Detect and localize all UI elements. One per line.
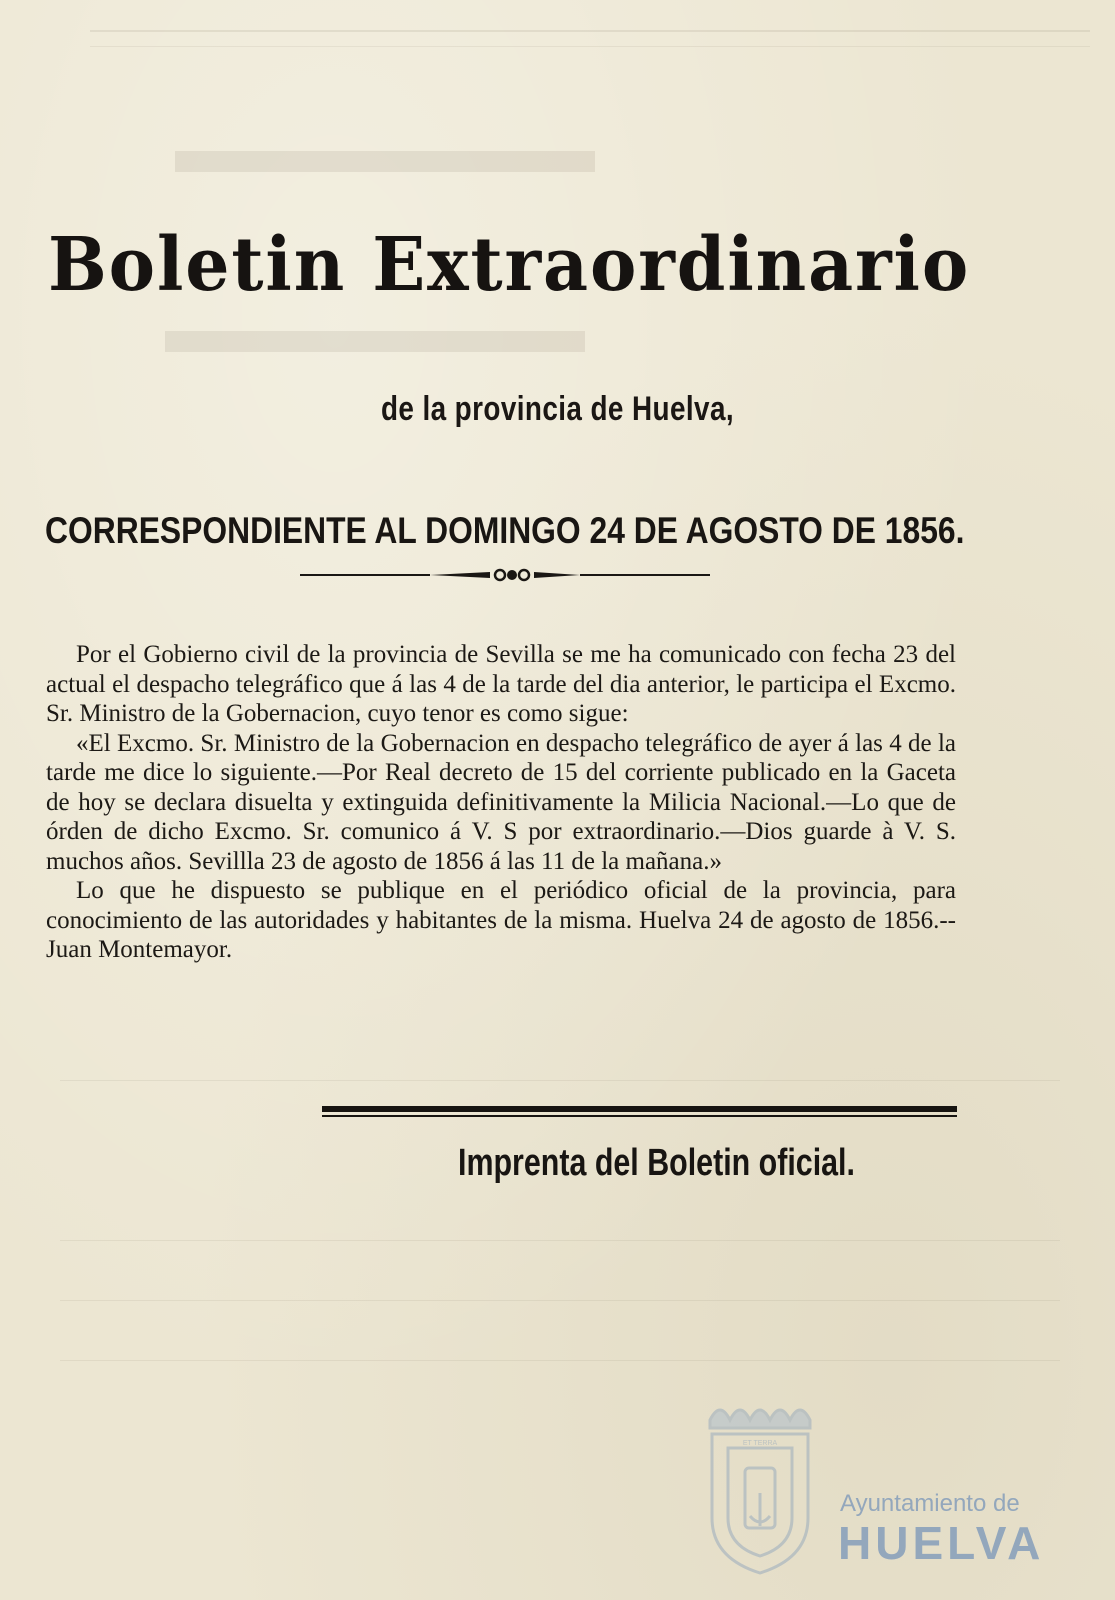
show-through-text: ▬▬▬▬▬▬	[175, 111, 595, 188]
watermark-line2: HUELVA	[838, 1517, 1045, 1569]
show-through-text: ▬▬▬▬▬▬	[165, 291, 585, 368]
show-through-line	[60, 1240, 1060, 1241]
show-through-rule	[90, 30, 1090, 47]
show-through-line	[60, 1360, 1060, 1361]
show-through-line	[60, 1300, 1060, 1301]
closing-rule	[322, 1106, 957, 1117]
masthead-title: Boletin Extraordinario	[48, 222, 971, 308]
show-through-line	[60, 1080, 1060, 1081]
ornamental-divider-icon	[300, 564, 710, 586]
rule-thick	[322, 1106, 957, 1112]
paragraph-quoted-telegram: «El Excmo. Sr. Ministro de la Gobernacion en despacho telegráfico de ayer á las 4 de la tarde me dice lo siguiente.—Por Real decreto de 15 del corriente publicado en la Gaceta de hoy se declara disuelta y extinguida definitivamente la Milicia Nacional.—Lo que de órden de dicho Excmo. Sr. comunico á V. S por extraordinario.—Dios guarde à V. S. muchos años. Sevillla 23 de agosto de 1856 á las 11 de la mañana.»	[46, 729, 956, 875]
crest-text: ET TERRA	[742, 1440, 778, 1447]
printer-imprint: Imprenta del Boletin oficial.	[458, 1142, 855, 1184]
issue-date-line: CORRESPONDIENTE AL DOMINGO 24 DE AGOSTO DE 1856.	[45, 510, 965, 551]
paragraph-conclusion: Lo que he dispuesto se publique en el periódico oficial de la provincia, para conocimiento de las autoridades y habitantes de la misma. Huelva 24 de agosto de 1856.--Juan Montemayor.	[46, 877, 956, 963]
announcement-body	[46, 640, 956, 965]
masthead-subtitle: de la provincia de Huelva,	[380, 390, 735, 428]
watermark-line1: Ayuntamiento de	[840, 1490, 1020, 1517]
paragraph-intro: Por el Gobierno civil de la provincia de Sevilla se me ha comunicado con fecha 23 del actual el despacho telegráfico que á las 4 de la tarde del dia anterior, le participa el Excmo. Sr. Ministro de la Gobernacion, cuyo tenor es como sigue:	[46, 641, 956, 727]
rule-thin	[322, 1115, 957, 1117]
